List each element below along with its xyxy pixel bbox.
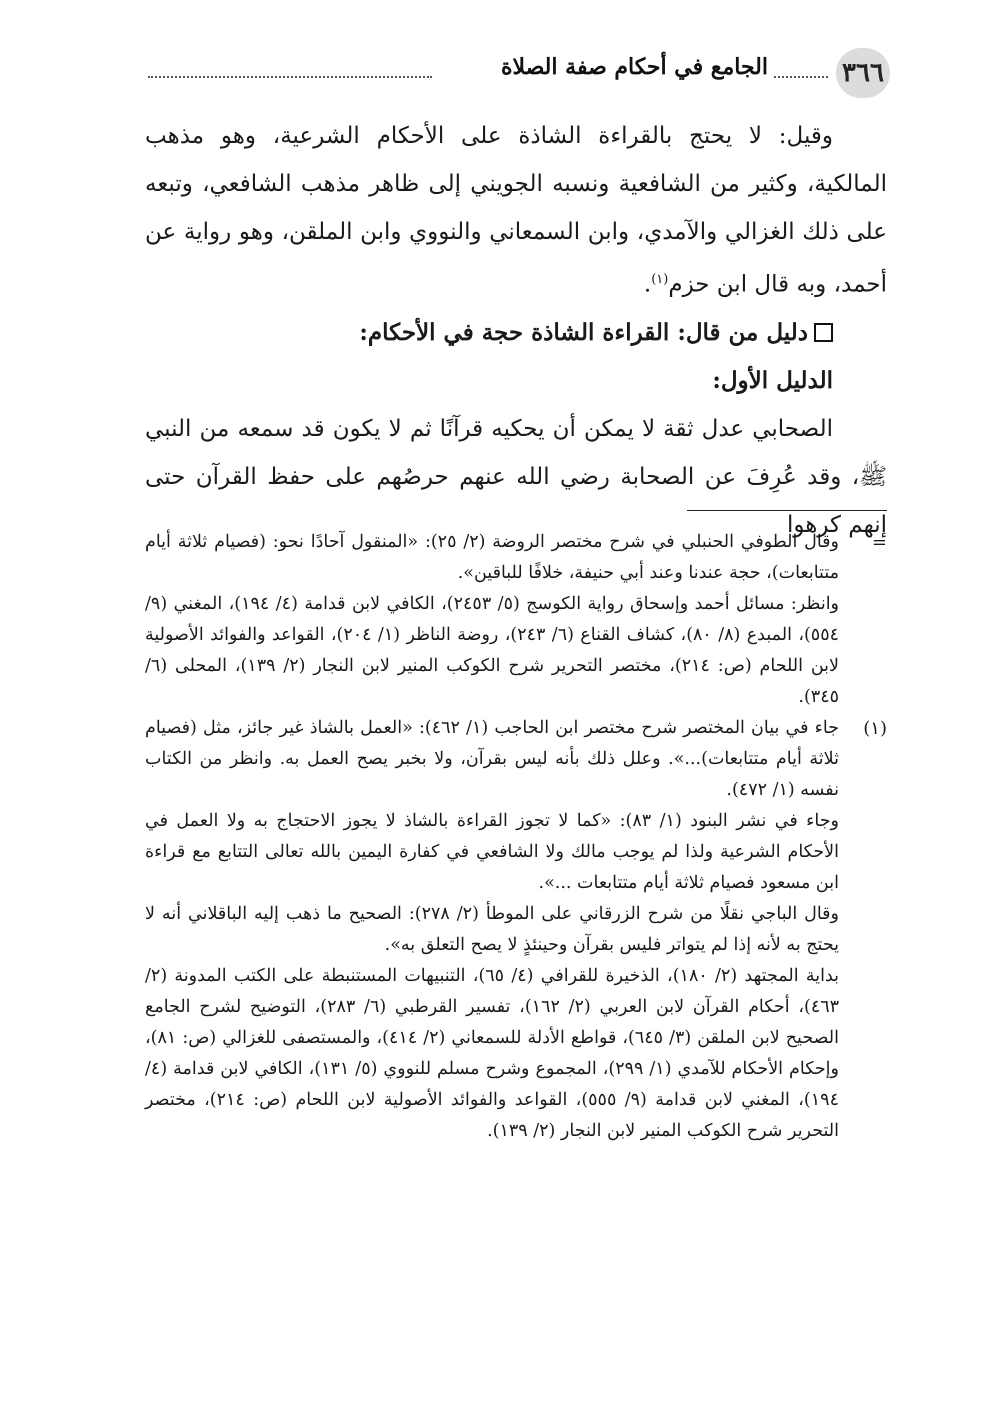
paragraph-1-end: . [643, 271, 652, 298]
footnote-body [145, 713, 839, 1147]
section-heading [145, 309, 887, 357]
footnote-paragraph: بداية المجتهد (٢/ ١٨٠)، الذخيرة للقرافي (٤/ ٦٥)، التنبيهات المستنبطة على الكتب المدونة (٢/ ٤٦٣)، أحكام القرآن لابن العربي (٢/ ١٦٢)، تفسير القرطبي (٦/ ٢٨٣)، التوضيح لشرح الجامع الصحيح لابن الملقن (٣/ ٦٤٥)، قواطع الأدلة للسمعاني (٢/ ٤١٤)، والمستصفى للغزالي (ص: ٨١)، وإحكام الأحكام للآمدي (١/ ٢٩٩)، المجموع وشرح مسلم للنووي (٥/ ١٣١)، الكافي لابن قدامة (٤/ ١٩٤)، المغني لابن قدامة (٩/ ٥٥٥)، القواعد والفوائد الأصولية لابن اللحام (ص: ٢١٤)، مختصر التحرير شرح الكوكب المنير لابن النجار (٢/ ١٣٩). [145, 966, 840, 1141]
footnote-paragraph: وقال الطوفي الحنبلي في شرح مختصر الروضة (٢/ ٢٥): «المنقول آحادًا نحو: (فصيام ثلاثة أيام متتابعات)، حجة عندنا وعند أبي حنيفة، خلافًا للباقين». [145, 532, 839, 583]
header-dotted-leader-left [148, 76, 432, 78]
footnote-paragraph: وقال الباجي نقلًا من شرح الزرقاني على الموطأ (٢/ ٢٧٨): الصحيح ما ذهب إليه الباقلاني أنه لا يحتج به لأنه إذا لم يتواتر فليس بقرآن وحينئذٍ لا يصح التعلق به». [145, 904, 839, 955]
checkbox-square-icon [814, 323, 833, 342]
book-title: الجامع في أحكام صفة الصلاة [500, 54, 768, 80]
footnote-paragraph: وجاء في نشر البنود (١/ ٨٣): «كما لا تجوز القراءة بالشاذ لا يجوز الاحتجاج به ولا العمل في الأحكام الشرعية ولذا لم يوجب مالك ولا الشافعي في كفارة اليمين بالله تعالى التتابع مع قراءة ابن مسعود فصيام ثلاثة أيام متتابعات ...». [145, 811, 839, 893]
subsection-heading: الدليل الأول: [712, 366, 833, 394]
footnote-marker: = [871, 532, 887, 553]
section-heading-text: دليل من قال: القراءة الشاذة حجة في الأحكام: [359, 318, 808, 346]
footnote-body [145, 527, 839, 713]
header-dotted-leader-right [774, 76, 828, 78]
footnote-1 [145, 713, 887, 1147]
footnote-paragraph: جاء في بيان المختصر شرح مختصر ابن الحاجب (١/ ٤٦٢): «العمل بالشاذ غير جائز، مثل (فصيام ثلاثة أيام متتابعات)...». وعلل ذلك بأنه ليس بقرآن، ولا بخبر يصح العمل به. وانظر من الكتاب نفسه (١/ ٤٧٢). [145, 718, 839, 800]
page-header [140, 46, 890, 102]
main-text [145, 112, 887, 549]
footnotes [145, 527, 887, 1147]
footnote-marker: (١) [863, 718, 887, 739]
footnote-paragraph: وانظر: مسائل أحمد وإسحاق رواية الكوسج (٥/ ٢٤٥٣)، الكافي لابن قدامة (٤/ ١٩٤)، المغني (٩/ ٥٥٤)، المبدع (٨/ ٨٠)، كشاف القناع (٦/ ٢٤٣)، روضة الناظر (١/ ٢٠٤)، القواعد والفوائد الأصولية لابن اللحام (ص: ٢١٤)، مختصر التحرير شرح الكوكب المنير لابن النجار (٢/ ١٣٩)، المحلى (٦/ ٣٤٥). [145, 594, 840, 707]
paragraph-2: الصحابي عدل ثقة لا يمكن أن يحكيه قرآنًا ثم لا يكون قد سمعه من النبي ﷺ، وقد عُرِفَ عن الصحابة رضي الله عنهم حرصُهم على حفظ القرآن حتى إنهم كرهوا [145, 415, 887, 538]
footnote-separator [687, 510, 887, 511]
page-number: ٣٦٦ [836, 48, 890, 98]
footnote-reference[interactable]: (١) [651, 272, 669, 287]
footnote-continued [145, 527, 887, 713]
paragraph-1-text: وقيل: لا يحتج بالقراءة الشاذة على الأحكام الشرعية، وهو مذهب المالكية، وكثير من الشافعية ونسبه الجويني إلى ظاهر مذهب الشافعي، وتبعه على ذلك الغزالي والآمدي، وابن السمعاني والنووي وابن الملقن، وهو رواية عن أحمد، وبه قال ابن حزم [145, 123, 887, 298]
paragraph-1 [145, 112, 887, 309]
